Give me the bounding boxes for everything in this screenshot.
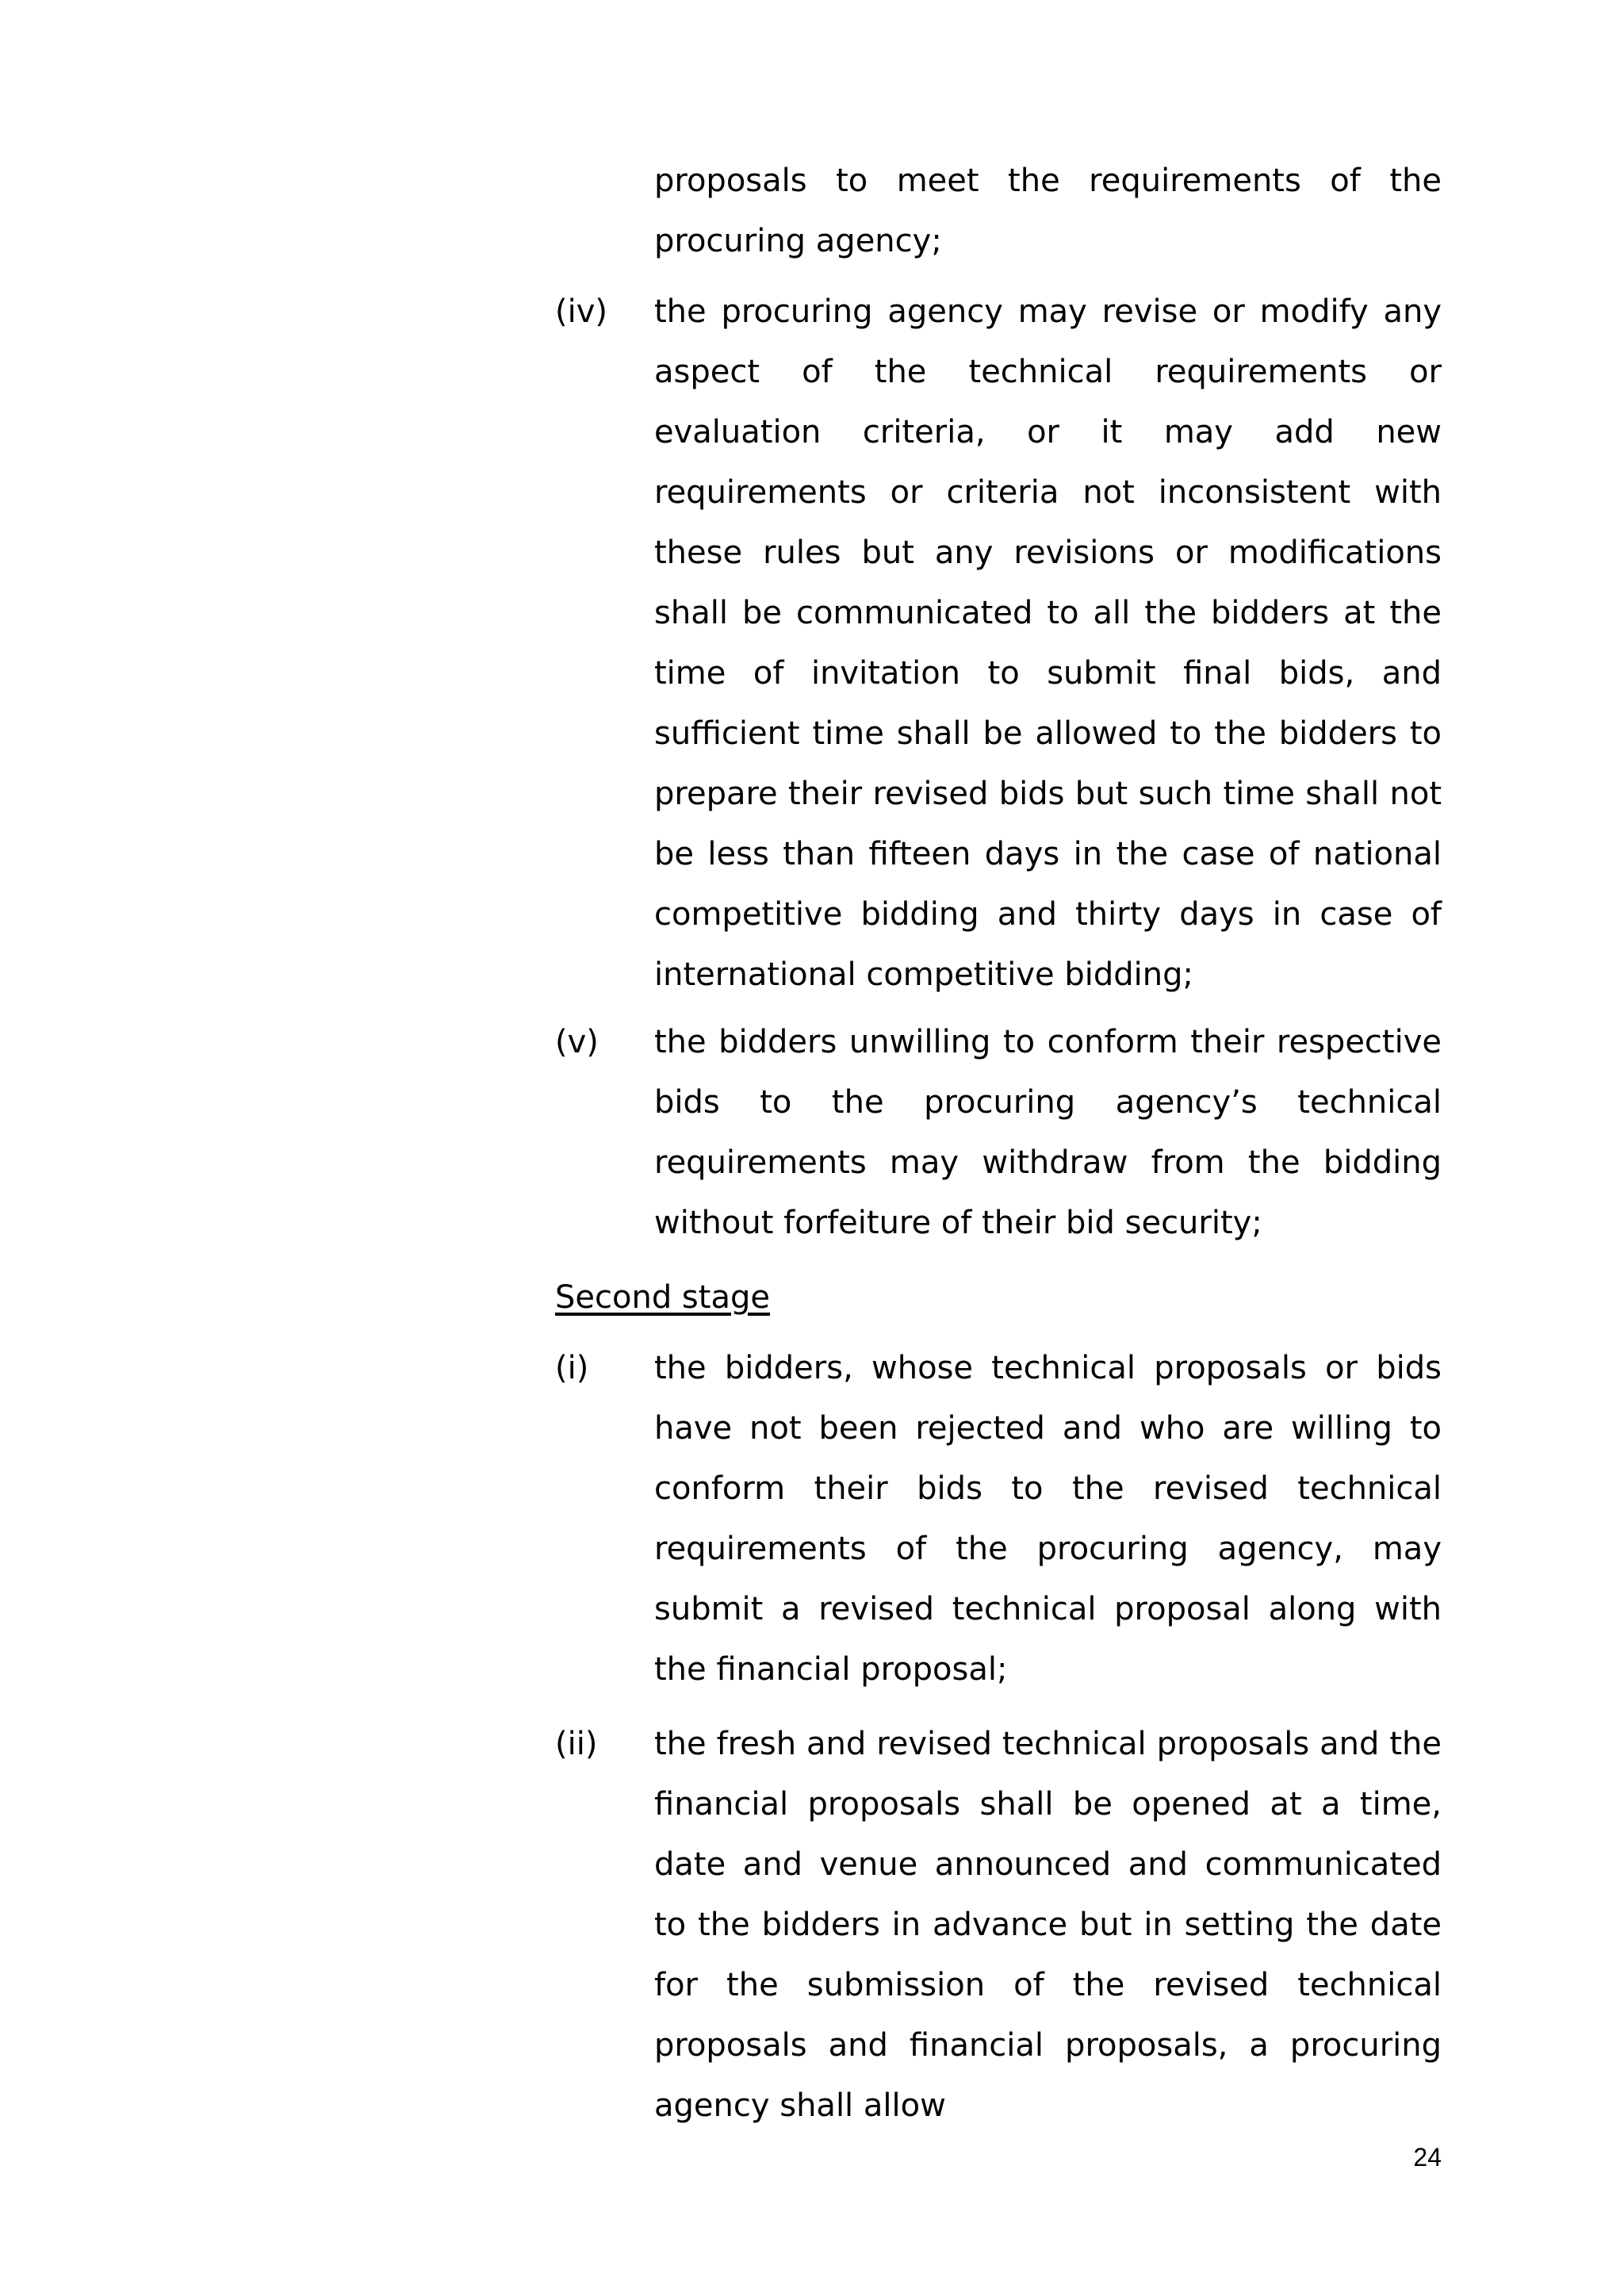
list-item-number: (iv) xyxy=(555,293,607,330)
list-item-text: the fresh and revised technical proposals and the financial proposals shall be opened at a time, date and venue announced and communicated to the bidders in advance but in setting the date for the submission of the revised technical proposals and financial proposals, a procuring agency shall allow xyxy=(654,1726,1442,2124)
list-item-number: (ii) xyxy=(555,1726,598,1762)
continuation-text: proposals to meet the requirements of the procuring agency; xyxy=(654,163,1442,259)
list-item-text: the bidders unwilling to conform their respective bids to the procuring agency’s technical requirements may withdraw from the bidding without forfeiture of their bid security; xyxy=(654,1024,1442,1241)
list-item-number: (i) xyxy=(555,1350,589,1386)
second-stage-heading: Second stage xyxy=(555,1279,770,1316)
list-item-text: the bidders, whose technical proposals or bids have not been rejected and who are willing to conform their bids to the revised technical requirements of the procuring agency, may submit a revised technical proposal along with the financial proposal; xyxy=(654,1350,1442,1688)
list-item-text: the procuring agency may revise or modify any aspect of the technical requirements or evaluation criteria, or it may add new requirements or criteria not inconsistent with these rules but any revisions or modifications shall be communicated to all the bidders at the time of invitation to submit final bids, and sufficient time shall be allowed to the bidders to prepare their revised bids but such time shall not be less than fifteen days in the case of national competitive bidding and thirty days in case of international competitive bidding; xyxy=(654,293,1442,993)
page-number: 24 xyxy=(1413,2143,1442,2171)
list-item-number: (v) xyxy=(555,1024,599,1060)
